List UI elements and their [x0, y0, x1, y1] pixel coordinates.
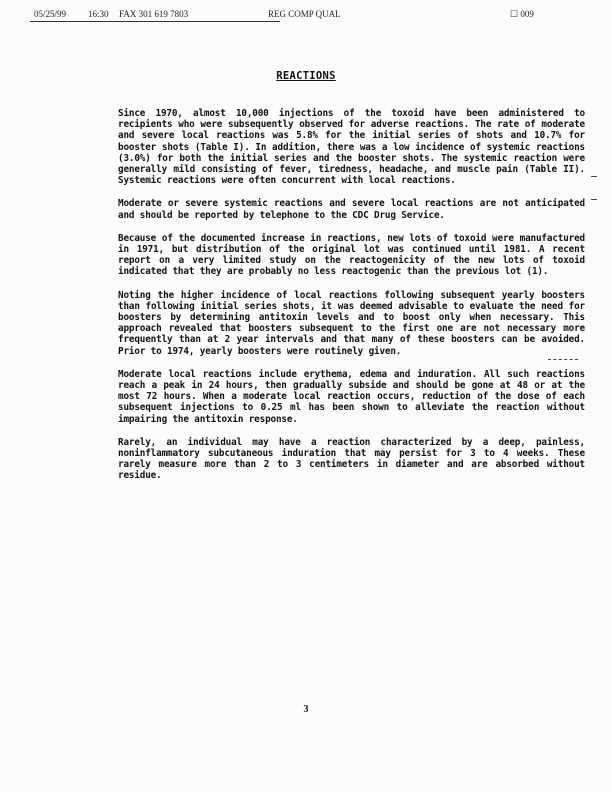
fax-header-rule — [30, 21, 280, 22]
page-number: 3 — [303, 704, 309, 715]
paragraph-local-reactions: Moderate local reactions include erythema, edema and induration. All such reactions reach a peak in 24 hours, then gradually subside and should be gone at 48 or at the most 72 hours. When a moderate local reaction occurs, reduction of the dose of each subsequent injections to 0.25 ml has been shown to alleviate the reaction without impairing the antitoxin response. — [118, 368, 585, 425]
fax-icon: ☐ — [510, 9, 519, 19]
paragraph-incidence: Since 1970, almost 10,000 injections of the toxoid have been administered to recipients who were subsequently observed for adverse reactions. The rate of moderate and severe local reactions was 5.8% for the initial series of shots and 10.7% for booster shots (Table I). In addition, there was a low incidence of systemic reactions (3.0%) for both the initial series and the booster shots. The systemic reaction were generally mild consisting of fever, tiredness, headache, and muscle pain (Table II). Systemic reactions were often concurrent with local reactions. — [118, 108, 585, 187]
paragraph-new-lots: Because of the documented increase in reactions, new lots of toxoid were manufactured in 1971, but distribution of the original lot was continued until 1981. A recent report on a very limited study on the reactogenicity of the new lots of toxoid indicated that they are probably no less reactogenic than the previous lot (1). — [118, 232, 585, 278]
margin-mark — [591, 176, 597, 177]
fax-header — [0, 0, 612, 26]
fax-office: REG COMP QUAL — [268, 9, 341, 19]
section-title-text: REACTIONS — [276, 70, 336, 82]
paragraph-boosters: Noting the higher incidence of local reactions following subsequent yearly boosters than following initial series shots, it was deemed advisable to evaluate the need for boosters by determining antitoxin levels and to boost only when necessary. This approach revealed that boosters subsequent to the first one are not necessary more frequently than at 2 year intervals and that many of these boosters can be avoided. Prior to 1974, yearly boosters were routinely given. — [118, 289, 585, 357]
fax-date: 05/25/99 — [34, 9, 67, 19]
fax-time: 16:30 — [88, 9, 109, 19]
paragraph-rare-reactions: Rarely, an individual may have a reaction characterized by a deep, painless, noninflammatory subcutaneous induration that may persist for 3 to 4 weeks. These rarely measure more than 2 to 3 centimeters in diameter and are absorbed without residue. — [118, 436, 585, 482]
margin-mark — [591, 199, 597, 200]
margin-mark — [548, 359, 578, 360]
fax-page-number: ☐ 009 — [510, 9, 534, 19]
document-body — [118, 108, 585, 494]
section-title — [0, 70, 612, 82]
paragraph-reporting: Moderate or severe systemic reactions and severe local reactions are not anticipated and should be reported by telephone to the CDC Drug Service. — [118, 198, 585, 221]
fax-number: FAX 301 619 7803 — [119, 9, 189, 19]
